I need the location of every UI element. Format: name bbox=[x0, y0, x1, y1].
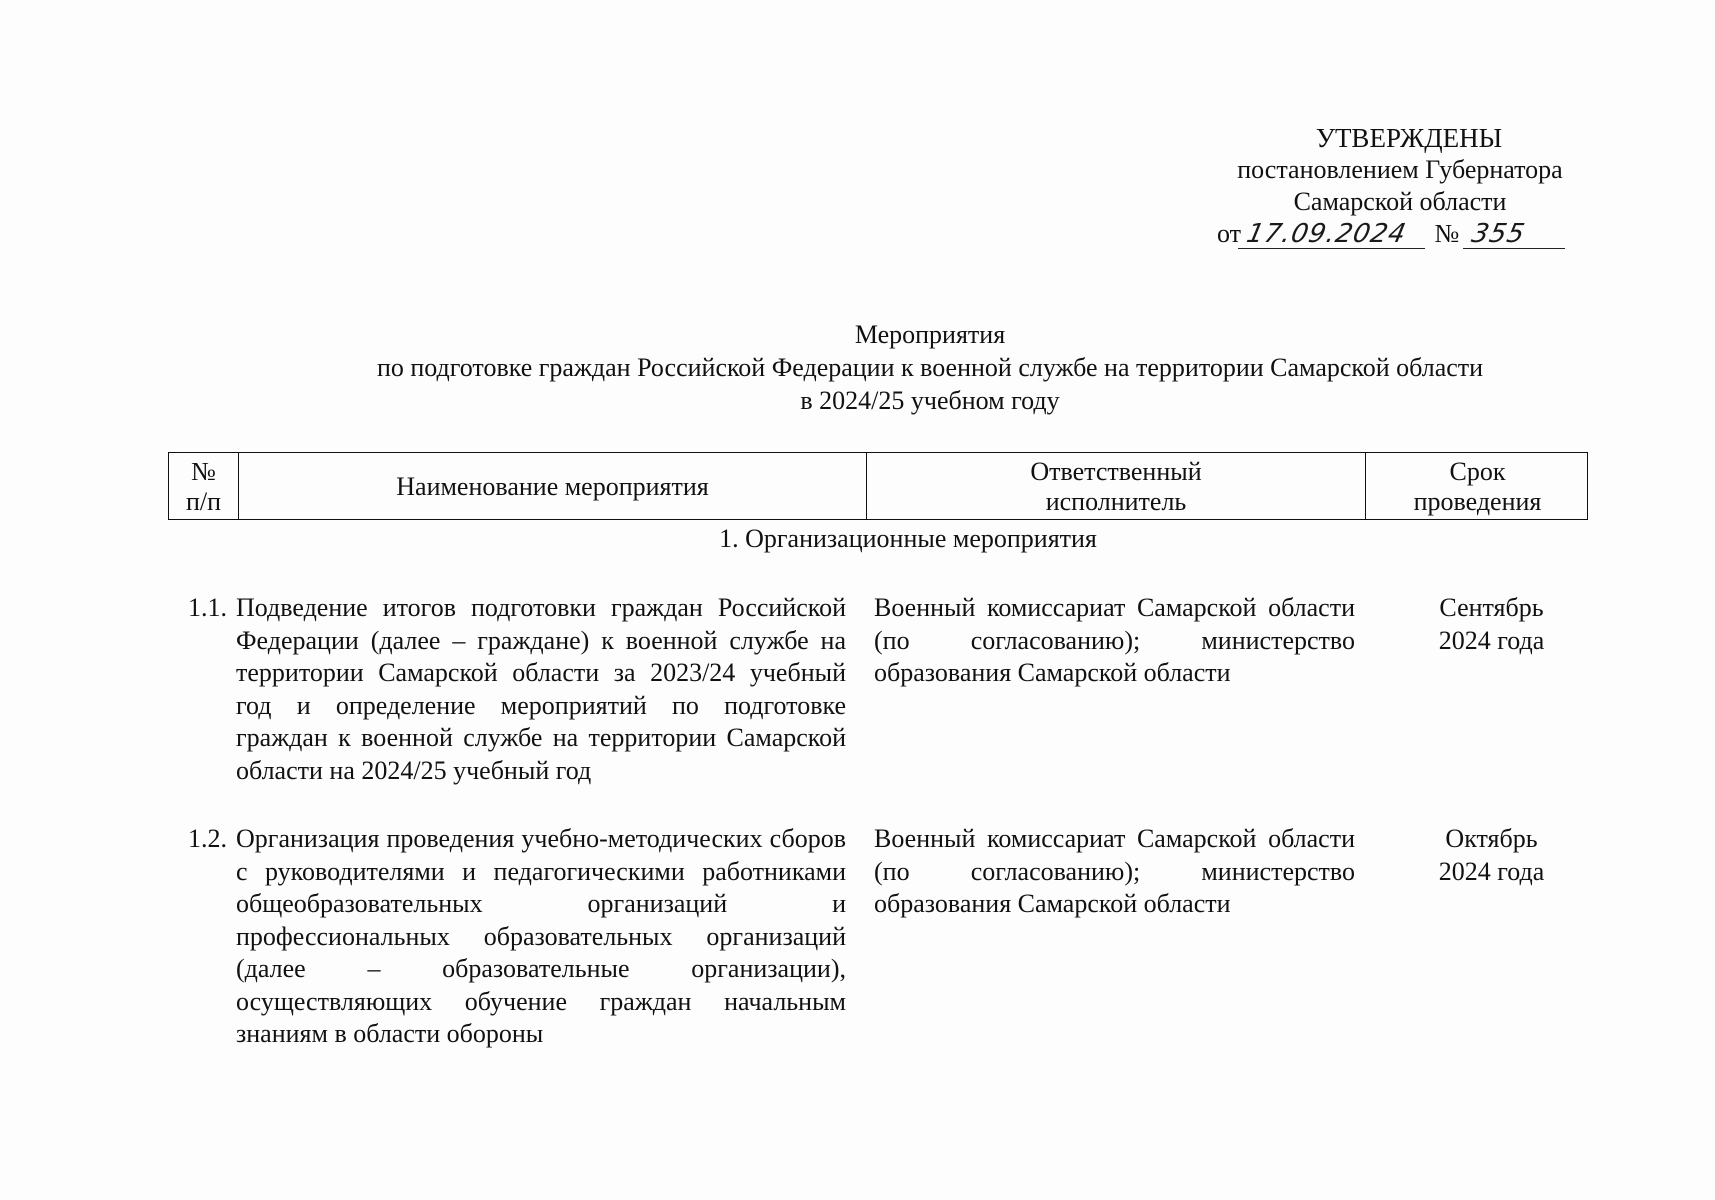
row-responsible: Военный комиссариат Самарской области (по согласованию); министерство образования Самарской области bbox=[874, 824, 1355, 918]
header-term-line-2: проведения bbox=[1413, 487, 1542, 516]
handwritten-number: 355 bbox=[1463, 220, 1571, 249]
number-sign: № bbox=[1434, 219, 1460, 248]
approval-title: УТВЕРЖДЕНЫ bbox=[1315, 123, 1503, 153]
document-title-line-3: в 2024/25 учебном году bbox=[800, 386, 1060, 415]
row-term-line-2: 2024 года bbox=[1438, 625, 1545, 655]
header-number bbox=[169, 453, 239, 519]
approval-stamp-block bbox=[1180, 122, 1620, 250]
table-header bbox=[168, 452, 1588, 520]
header-responsible-line-2: исполнитель bbox=[1045, 487, 1187, 516]
row-number: 1.2. bbox=[188, 824, 227, 853]
header-name-text: Наименование мероприятия bbox=[396, 472, 709, 501]
table-row bbox=[168, 823, 1588, 1051]
row-activity-name: Подведение итогов подготовки граждан Российской Федерации (далее – граждане) к военной службе на территории Самарской области за 2023/24 учебный год и определение мероприятий по подготовке граждан к военной службе на территории Самарской области на 2024/25 учебный год bbox=[236, 593, 846, 785]
date-prefix: от bbox=[1217, 219, 1242, 248]
row-activity-name: Организация проведения учебно-методических сборов с руководителями и педагогическими работниками общеобразовательных организаций и профессиональных образовательных организаций (далее – образовательные организации), осуществляющих обучение граждан начальным знаниям в области обороны bbox=[236, 824, 846, 1048]
activities-table bbox=[168, 452, 1588, 1051]
header-responsible-line-1: Ответственный bbox=[1030, 457, 1202, 486]
header-number-line-2: п/п bbox=[185, 487, 222, 516]
handwritten-date: 17.09.2024 bbox=[1238, 220, 1431, 249]
table-row bbox=[168, 592, 1588, 787]
row-number: 1.1. bbox=[188, 593, 227, 622]
row-term-line-1: Сентябрь bbox=[1439, 593, 1544, 622]
header-term-line-1: Срок bbox=[1449, 457, 1506, 486]
row-term-line-1: Октябрь bbox=[1445, 824, 1538, 853]
approval-region: Самарской области bbox=[1293, 187, 1507, 216]
section-heading: 1. Организационные мероприятия bbox=[719, 524, 1097, 553]
document-title bbox=[280, 318, 1580, 417]
header-responsible bbox=[867, 453, 1366, 519]
header-name bbox=[239, 453, 867, 519]
row-responsible: Военный комиссариат Самарской области (по согласованию); министерство образования Самарской области bbox=[874, 593, 1355, 687]
document-title-line-1: Мероприятия bbox=[854, 320, 1006, 349]
approval-date-line bbox=[1180, 218, 1620, 250]
document-title-line-2: по подготовке граждан Российской Федерации к военной службе на территории Самарской области bbox=[376, 353, 1484, 382]
approval-authority: постановлением Губернатора bbox=[1237, 155, 1563, 184]
row-term-line-2: 2024 года bbox=[1438, 856, 1545, 886]
row-term bbox=[1365, 823, 1588, 1051]
header-term bbox=[1366, 453, 1589, 519]
row-term bbox=[1365, 592, 1588, 787]
header-number-line-1: № bbox=[191, 457, 216, 486]
